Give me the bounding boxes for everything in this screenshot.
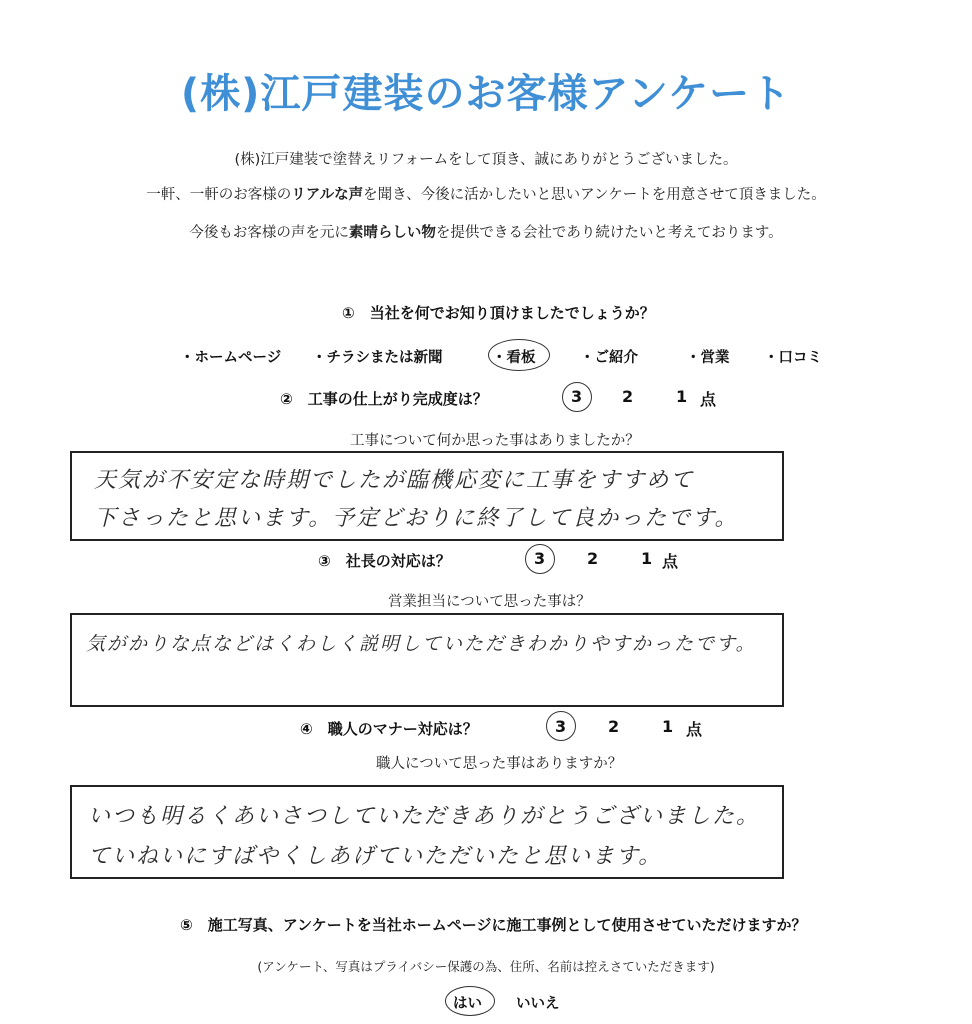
q3-score-1: 1 — [641, 549, 653, 568]
q4-answer-line-2: ていねいにすばやくしあげていただいたと思います。 — [88, 844, 663, 869]
question-1-label: ① 当社を何でお知り頂けましたでしょうか？ — [342, 304, 655, 322]
q1-option-word-of-mouth: ・口コミ — [764, 350, 822, 366]
q2-score-1: 1 — [676, 387, 688, 406]
q3-score-2: 2 — [587, 549, 599, 568]
question-3-label: ③ 社長の対応は？ — [318, 552, 451, 570]
q3-answer-line-1: 気がかりな点などはくわしく説明していただきわかりやすかったです。 — [86, 633, 757, 655]
q4-answer-box — [70, 785, 784, 879]
intro-line-3: 今後もお客様の声を元に素晴らしい物を提供できる会社であり続けたいと考えております。 — [189, 225, 783, 241]
q2-unit: 点 — [700, 390, 717, 409]
q2-sub-question: 工事について何か思った事はありましたか？ — [350, 433, 640, 449]
q2-score-2: 2 — [622, 387, 634, 406]
q4-answer-line-1: いつも明るくあいさつしていただきありがとうございました。 — [88, 804, 761, 829]
q1-option-referral: ・ご紹介 — [580, 350, 638, 366]
q4-score-3: 3 — [555, 717, 567, 736]
q1-option-homepage: ・ホームページ — [180, 350, 282, 366]
q5-option-no: いいえ — [516, 996, 560, 1012]
intro-line-2: 一軒、一軒のお客様のリアルな声を聞き、今後に活かしたいと思いアンケートを用意させて頂きました。 — [146, 187, 826, 203]
q5-option-yes: はい — [453, 996, 482, 1012]
q4-score-2: 2 — [608, 717, 620, 736]
q3-answer-box — [70, 613, 784, 707]
question-2-label: ② 工事の仕上がり完成度は？ — [280, 390, 488, 408]
q2-score-3: 3 — [571, 387, 583, 406]
q5-privacy-note: (アンケート、写真はプライバシー保護の為、住所、名前は控えさていただきます) — [257, 959, 715, 974]
q3-sub-question: 営業担当について思った事は？ — [388, 594, 591, 610]
question-4-label: ④ 職人のマナー対応は？ — [300, 720, 478, 738]
q3-score-3: 3 — [534, 549, 546, 568]
q4-unit: 点 — [686, 720, 703, 739]
q1-option-flyer: ・チラシまたは新聞 — [312, 350, 443, 366]
q4-sub-question: 職人について思った事はありますか？ — [376, 756, 623, 772]
q2-answer-box — [70, 451, 784, 541]
page-title: (株)江戸建装のお客様アンケート — [180, 71, 792, 117]
question-5-label: ⑤ 施工写真、アンケートを当社ホームページに施工事例として使用させていただけますか？ — [180, 916, 807, 934]
q3-unit: 点 — [662, 552, 679, 571]
q4-score-1: 1 — [662, 717, 674, 736]
q1-option-sales: ・営業 — [686, 350, 730, 366]
intro-line-1: (株)江戸建装で塗替えリフォームをして頂き、誠にありがとうございました。 — [234, 152, 738, 168]
q1-option-signboard: ・看板 — [492, 350, 536, 366]
q2-answer-line-1: 天気が不安定な時期でしたが臨機応変に工事をすすめて — [94, 468, 695, 493]
q2-answer-line-2: 下さったと思います。予定どおりに終了して良かったです。 — [94, 506, 739, 531]
